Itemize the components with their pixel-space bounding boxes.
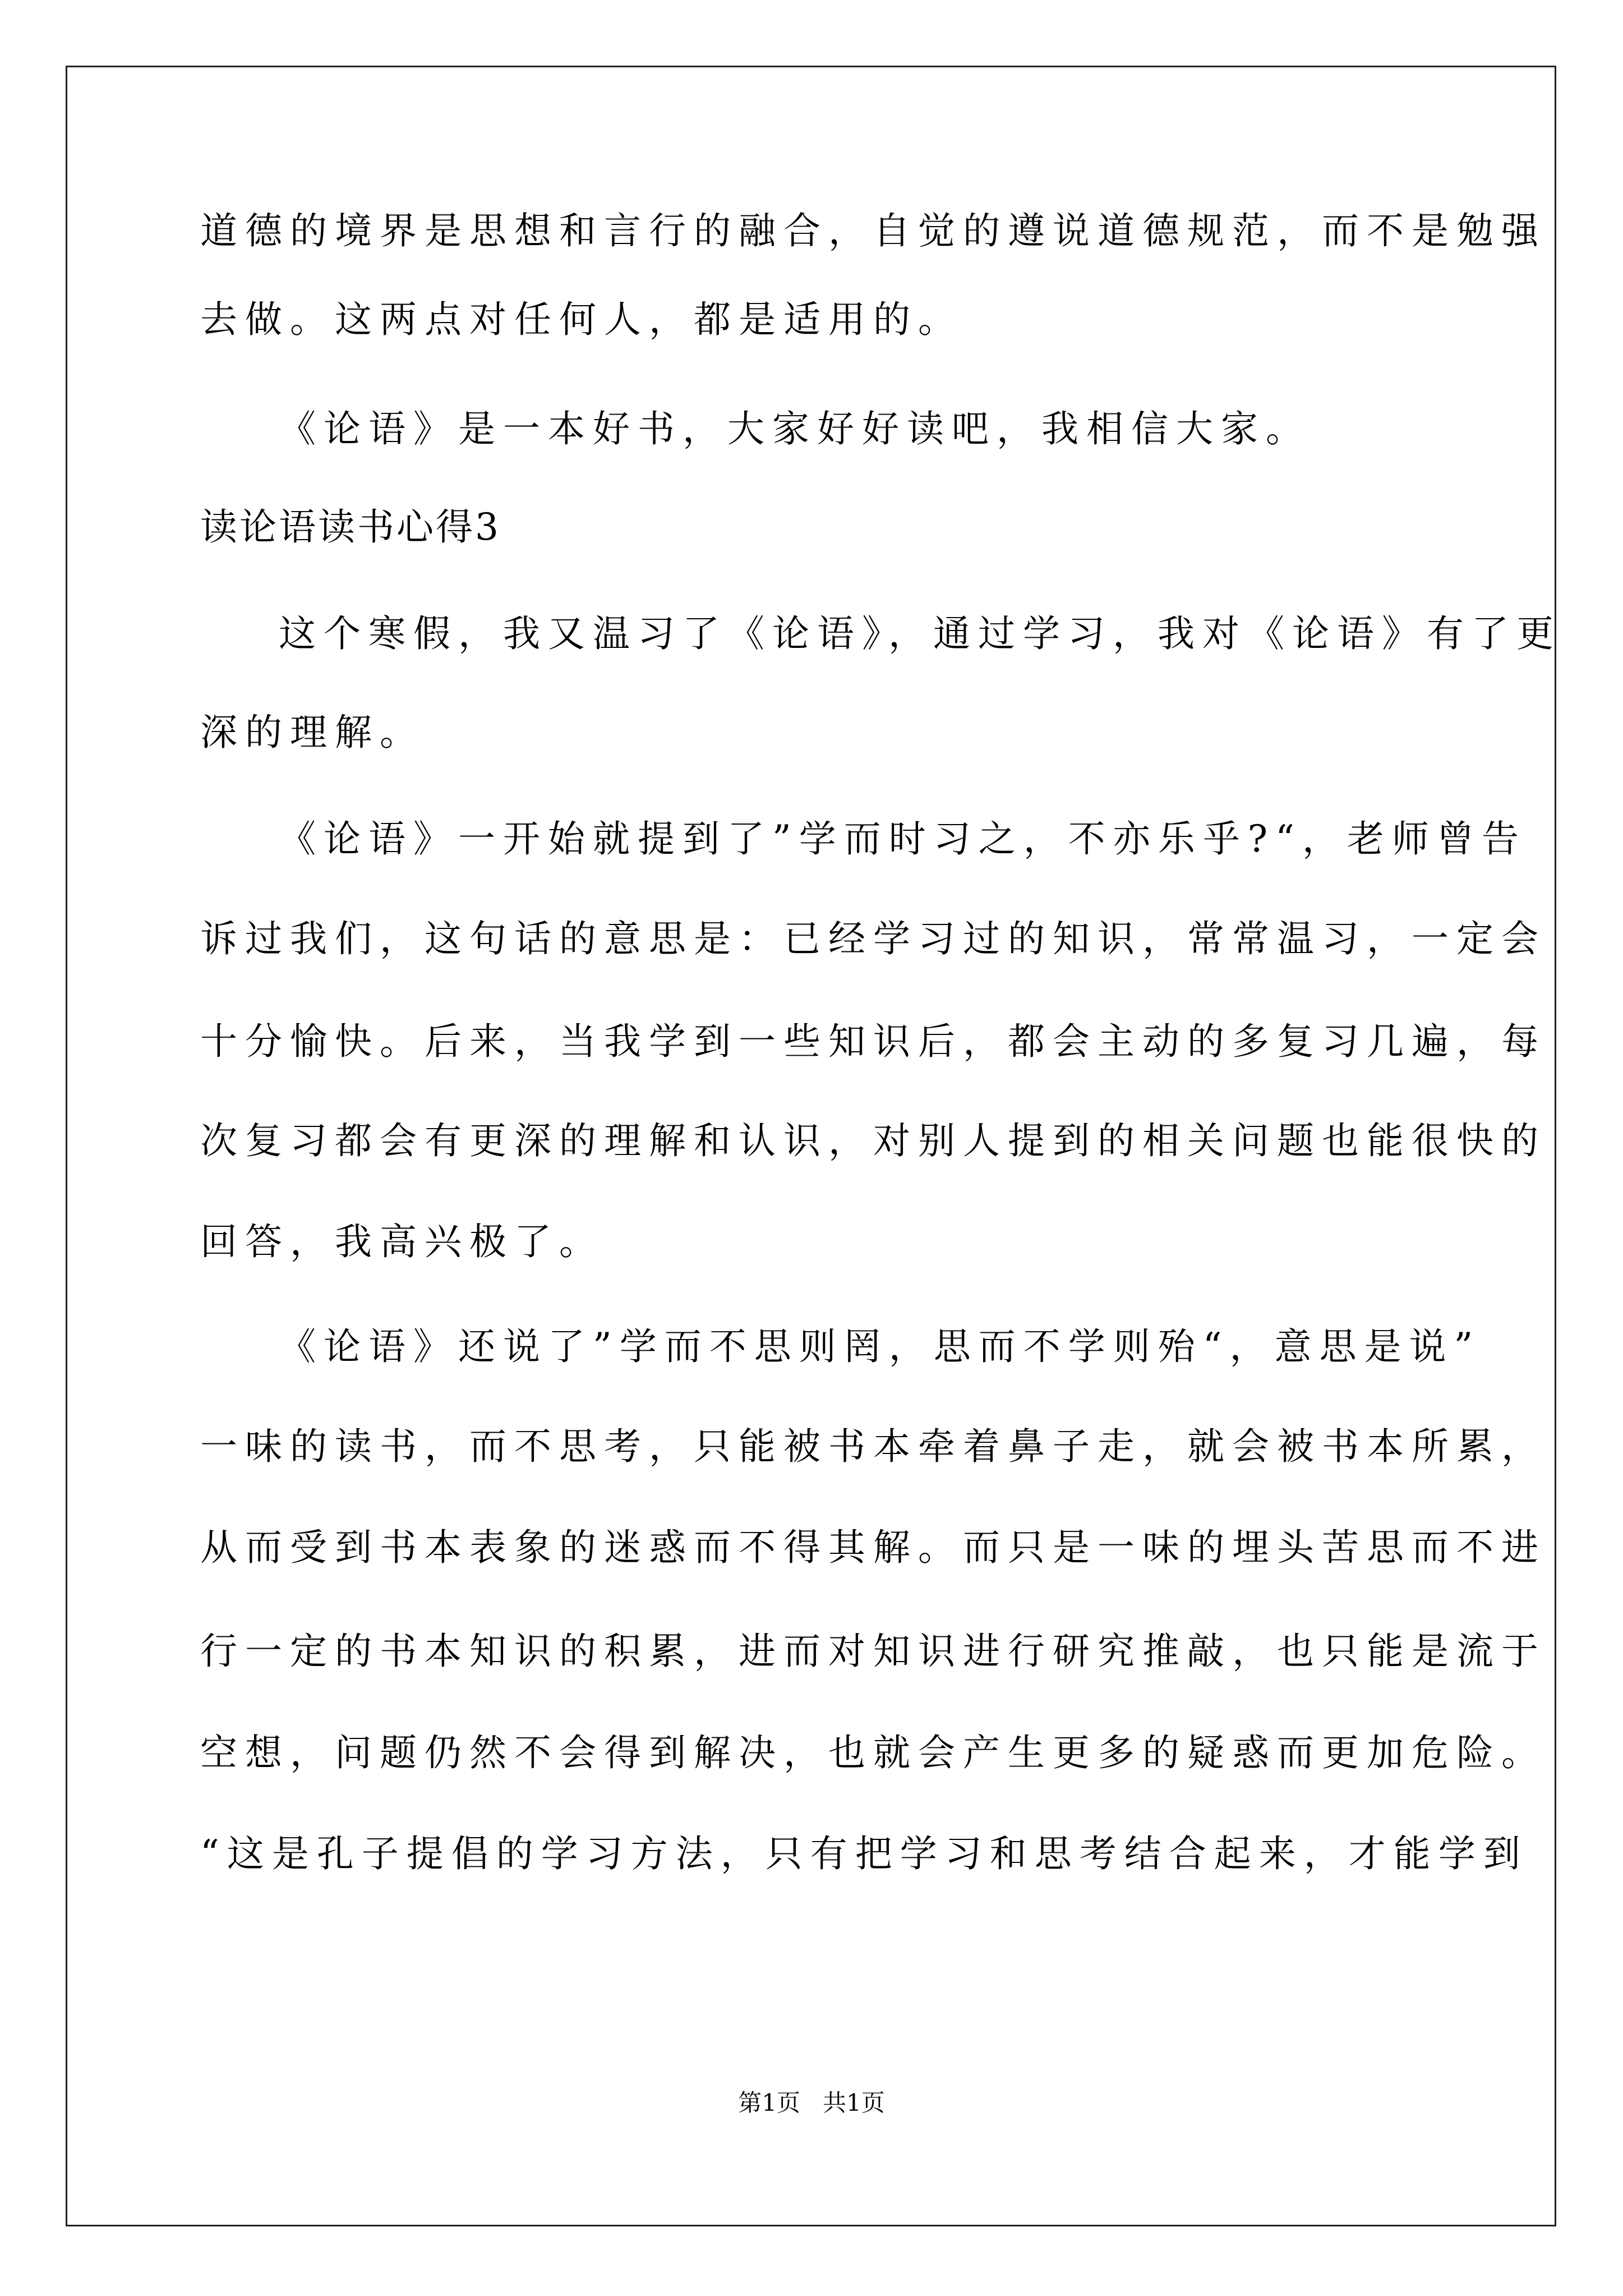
paragraph-line: 深的理解。 <box>200 711 425 754</box>
paragraph-line: 这个寒假，我又温习了《论语》，通过学习，我对《论语》有了更 <box>279 612 1561 655</box>
paragraph-line: 回答，我高兴极了。 <box>200 1220 604 1263</box>
paragraph-line: 《论语》一开始就提到了”学而时习之，不亦乐乎?“，老师曾告 <box>279 817 1527 861</box>
paragraph-line: 去做。这两点对任何人，都是适用的。 <box>200 298 963 341</box>
paragraph-line: 《论语》是一本好书，大家好好读吧，我相信大家。 <box>279 407 1311 450</box>
paragraph-line: 诉过我们，这句话的意思是：已经学习过的知识，常常温习，一定会 <box>200 917 1546 960</box>
paragraph-line: 行一定的书本知识的积累，进而对知识进行研究推敲，也只能是流于 <box>200 1630 1546 1673</box>
paragraph-line: 道德的境界是思想和言行的融合，自觉的遵说道德规范，而不是勉强 <box>200 209 1546 252</box>
paragraph-line: 从而受到书本表象的迷惑而不得其解。而只是一味的埋头苦思而不进 <box>200 1526 1546 1569</box>
paragraph-line: 《论语》还说了”学而不思则罔，思而不学则殆“，意思是说” <box>279 1325 1481 1368</box>
paragraph-line: 十分愉快。后来，当我学到一些知识后，都会主动的多复习几遍，每 <box>200 1020 1546 1063</box>
paragraph-line: 空想，问题仍然不会得到解决，也就会产生更多的疑惑而更加危险。 <box>200 1731 1546 1774</box>
page-number: 第1页 共1页 <box>738 2089 885 2116</box>
paragraph-line: 次复习都会有更深的理解和认识，对别人提到的相关问题也能很快的 <box>200 1119 1546 1162</box>
paragraph-line: “这是孔子提倡的学习方法，只有把学习和思考结合起来，才能学到 <box>200 1832 1528 1875</box>
paragraph-line: 一味的读书，而不思考，只能被书本牵着鼻子走，就会被书本所累， <box>200 1425 1546 1468</box>
section-heading: 读论语读书心得3 <box>200 505 501 549</box>
